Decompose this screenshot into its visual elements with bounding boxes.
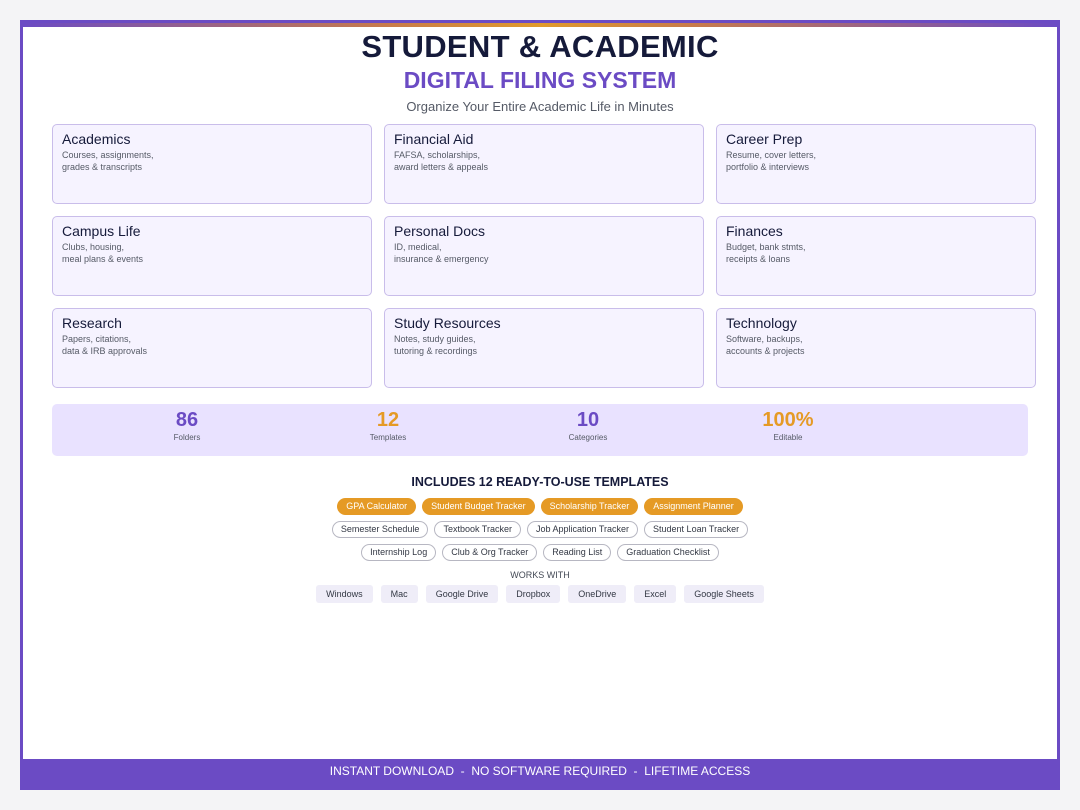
featured-templates-row xyxy=(23,498,1057,515)
card-title: Research xyxy=(62,315,122,331)
category-card-campus-life xyxy=(52,216,372,296)
card-description: ID, medical, insurance & emergency xyxy=(394,242,489,264)
category-grid xyxy=(52,124,1036,388)
card-description: Software, backups, accounts & projects xyxy=(726,334,805,356)
category-card-personal-docs xyxy=(384,216,704,296)
template-pill-featured: Assignment Planner xyxy=(644,498,743,515)
stats-bar xyxy=(52,404,1028,456)
stat-value: 86 xyxy=(175,409,199,431)
stat-value: 100% xyxy=(762,409,814,431)
stat-editable xyxy=(728,404,848,442)
platform-tag: Windows xyxy=(316,585,373,603)
template-pill: Graduation Checklist xyxy=(617,544,719,561)
category-card-finances xyxy=(716,216,1036,296)
platform-tag: OneDrive xyxy=(568,585,626,603)
stat-label: Categories xyxy=(568,433,608,442)
card-title: Financial Aid xyxy=(394,131,474,147)
platform-tag: Dropbox xyxy=(506,585,560,603)
category-card-career-prep xyxy=(716,124,1036,204)
category-card-academics xyxy=(52,124,372,204)
stat-label: Templates xyxy=(369,433,407,442)
product-sheet xyxy=(20,20,1060,790)
card-description: Clubs, housing, meal plans & events xyxy=(62,242,144,264)
footer-text: INSTANT DOWNLOAD - NO SOFTWARE REQUIRED - LIFETIME ACCESS xyxy=(329,764,751,778)
card-title: Career Prep xyxy=(726,131,803,147)
card-title: Campus Life xyxy=(62,223,141,239)
template-pill: Semester Schedule xyxy=(332,521,429,538)
template-pill: Job Application Tracker xyxy=(527,521,638,538)
template-pill-featured: Scholarship Tracker xyxy=(541,498,639,515)
templates-row-3 xyxy=(23,544,1057,561)
templates-heading: INCLUDES 12 READY-TO-USE TEMPLATES xyxy=(411,475,669,489)
page-title: STUDENT & ACADEMIC xyxy=(361,29,719,64)
platform-tag: Excel xyxy=(634,585,676,603)
card-description: Courses, assignments, grades & transcripts xyxy=(62,150,154,172)
stat-folders xyxy=(127,404,247,442)
works-with-heading: WORKS WITH xyxy=(510,570,570,580)
card-description: Papers, citations, data & IRB approvals xyxy=(62,334,148,356)
card-title: Study Resources xyxy=(394,315,501,331)
platform-list xyxy=(23,585,1057,603)
platform-tag: Google Sheets xyxy=(684,585,764,603)
card-title: Technology xyxy=(726,315,797,331)
stat-value: 12 xyxy=(376,409,400,431)
card-title: Academics xyxy=(62,131,131,147)
category-card-technology xyxy=(716,308,1036,388)
category-card-financial-aid xyxy=(384,124,704,204)
card-description: Resume, cover letters, portfolio & interviews xyxy=(726,150,817,172)
card-title: Personal Docs xyxy=(394,223,486,239)
page-subtitle: DIGITAL FILING SYSTEM xyxy=(403,67,677,93)
footer-banner xyxy=(23,759,1057,787)
card-description: FAFSA, scholarships, award letters & appeals xyxy=(394,150,489,172)
top-gradient-line xyxy=(23,23,1057,27)
stat-categories xyxy=(528,404,648,442)
card-description: Notes, study guides, tutoring & recordings xyxy=(394,334,478,356)
templates-row-2 xyxy=(23,521,1057,538)
template-pill-featured: Student Budget Tracker xyxy=(422,498,535,515)
template-pill: Internship Log xyxy=(361,544,436,561)
template-pill: Reading List xyxy=(543,544,611,561)
card-title: Finances xyxy=(726,223,783,239)
template-pill: Club & Org Tracker xyxy=(442,544,537,561)
tagline: Organize Your Entire Academic Life in Minutes xyxy=(406,99,674,114)
template-pill: Textbook Tracker xyxy=(434,521,521,538)
platform-tag: Google Drive xyxy=(426,585,499,603)
card-description: Budget, bank stmts, receipts & loans xyxy=(726,242,806,264)
category-card-study-resources xyxy=(384,308,704,388)
platform-tag: Mac xyxy=(381,585,418,603)
stat-value: 10 xyxy=(576,409,600,431)
template-pill: Student Loan Tracker xyxy=(644,521,748,538)
template-pill-featured: GPA Calculator xyxy=(337,498,416,515)
stat-templates xyxy=(328,404,448,442)
category-card-research xyxy=(52,308,372,388)
stat-label: Editable xyxy=(773,433,803,442)
header xyxy=(23,29,1057,114)
stat-label: Folders xyxy=(173,433,201,442)
